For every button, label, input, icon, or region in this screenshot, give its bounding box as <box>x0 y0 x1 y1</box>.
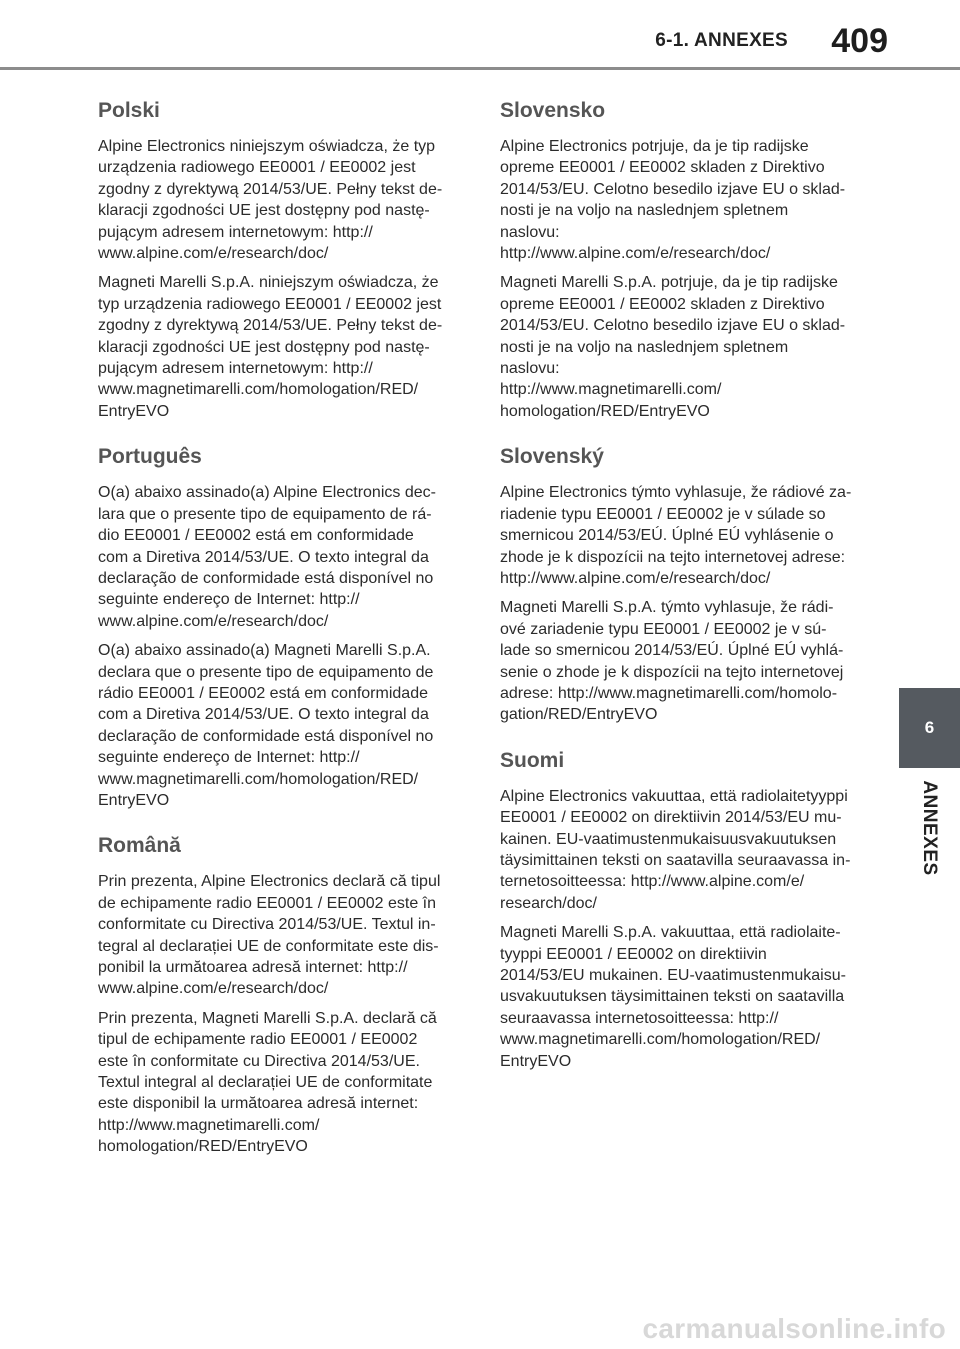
paragraph: Alpine Electronics týmto vyhlasuje, že rádiové za- riadenie typu EE0001 / EE0002 je v súlade so smernicou 2014/53/EÚ. Úplné EÚ vyhlásenie o zhode je k dispozícii na tejto internetovej adrese: http://www.alpine.com/e/research/doc/ <box>500 484 852 587</box>
section-heading: Suomi <box>500 748 565 772</box>
right-column <box>500 98 852 1080</box>
section-heading: Slovensko <box>500 99 606 122</box>
paragraph: Magneti Marelli S.p.A. niniejszym oświadcza, że typ urządzenia radiowego EE0001 / EE0002 jest zgodny z dyrektywą 2014/53/UE. Pełny tekst de- klaracji zgodności UE jest dostępny pod nastę- pującym adresem internetowym: http:// www.magnetimarelli.com/homologation/RED/ EntryEVO <box>98 274 443 420</box>
section-portugues <box>98 444 450 811</box>
chapter-tab[interactable]: 6 <box>899 688 960 768</box>
section-heading: Română <box>98 834 181 858</box>
section-slovensko <box>500 98 852 422</box>
paragraph: Alpine Electronics niniejszym oświadcza, że typ urządzenia radiowego EE0001 / EE0002 jest zgodny z dyrektywą 2014/53/UE. Pełny tekst de- klaracji zgodności UE jest dostępny pod nastę- pującym adresem internetowym: http:// www.alpine.com/e/research/doc/ <box>98 138 443 263</box>
page-number: 409 <box>831 22 888 60</box>
watermark: carmanualsonline.info <box>642 1313 946 1344</box>
header-divider <box>0 67 960 70</box>
section-suomi <box>500 748 852 1072</box>
paragraph: Magneti Marelli S.p.A. týmto vyhlasuje, že rádi- ové zariadenie typu EE0001 / EE0002 je v sú- lade so smernicou 2014/53/EÚ. Úplné EÚ vyhlá- senie o zhode je k dispozícii na tejto internetovej adrese: http://www.magnetimarelli.com/homolo- gation/RED/EntryEVO <box>500 599 844 724</box>
section-romana <box>98 833 450 1157</box>
page-header <box>0 0 960 70</box>
left-column <box>98 98 450 1166</box>
chapter-title: 6-1. ANNEXES <box>655 30 788 51</box>
paragraph: O(a) abaixo assinado(a) Alpine Electronics dec- lara que o presente tipo de equipamento de rá- dio EE0001 / EE0002 está em conformidade com a Diretiva 2014/53/UE. O texto integral da declaração de conformidade está disponível no seguinte endereço de Internet: http:// www.alpine.com/e/research/doc/ <box>98 484 436 630</box>
paragraph: Alpine Electronics vakuuttaa, että radiolaitetyyppi EE0001 / EE0002 on direktiivin 2014/53/EU mu- kainen. EU-vaatimustenmukaisuusvakuutuksen täysimittainen teksti on saatavilla seuraavassa in- ternetosoitteessa: http://www.alpine.com/e/ research/doc/ <box>500 787 851 912</box>
paragraph: Magneti Marelli S.p.A. vakuuttaa, että radiolaite- tyyppi EE0001 / EE0002 on direktiivin 2014/53/EU mukainen. EU-vaatimustenmukaisu- usvakuutuksen täysimittainen teksti on saatavilla seuraavassa internetosoitteessa: http:// www.magnetimarelli.com/homologation/RED/ EntryEVO <box>500 924 846 1070</box>
section-polski <box>98 98 450 422</box>
chapter-tab-label: ANNEXES <box>919 780 940 876</box>
paragraph: Prin prezenta, Alpine Electronics declară că tipul de echipamente radio EE0001 / EE0002 este în conformitate cu Directiva 2014/53/UE. Textul in- tegral al declarației UE de conformitate este dis- ponibil la următoarea adresă internet: http:// www.alpine.com/e/research/doc/ <box>98 873 441 998</box>
paragraph: Magneti Marelli S.p.A. potrjuje, da je tip radijske opreme EE0001 / EE0002 skladen z Direktivo 2014/53/EU. Celotno besedilo izjave EU o sklad- nosti je na voljo na naslednjem spletnem naslovu: http://www.magnetimarelli.com/ homologation/RED/EntryEVO <box>500 274 846 420</box>
paragraph: Alpine Electronics potrjuje, da je tip radijske opreme EE0001 / EE0002 skladen z Direktivo 2014/53/EU. Celotno besedilo izjave EU o sklad- nosti je na voljo na naslednjem spletnem naslovu: http://www.alpine.com/e/research/doc/ <box>500 138 846 263</box>
section-heading: Slovenský <box>500 445 604 469</box>
paragraph: Prin prezenta, Magneti Marelli S.p.A. declară că tipul de echipamente radio EE0001 / EE0002 este în conformitate cu Directiva 2014/53/UE. Textul integral al declarației UE de conformitate este disponibil la următoarea adresă internet: http://www.magnetimarelli.com/ homologation/RED/EntryEVO <box>98 1009 437 1156</box>
section-slovensky <box>500 444 852 725</box>
paragraph: O(a) abaixo assinado(a) Magneti Marelli S.p.A. declara que o presente tipo de equipamento de rádio EE0001 / EE0002 está em conformidade com a Diretiva 2014/53/UE. O texto integral da declaração de conformidade está disponível no seguinte endereço de Internet: http:// www.magnetimarelli.com/homologation/RED/ EntryEVO <box>98 642 434 809</box>
section-heading: Polski <box>98 99 160 122</box>
section-heading: Português <box>98 445 202 469</box>
